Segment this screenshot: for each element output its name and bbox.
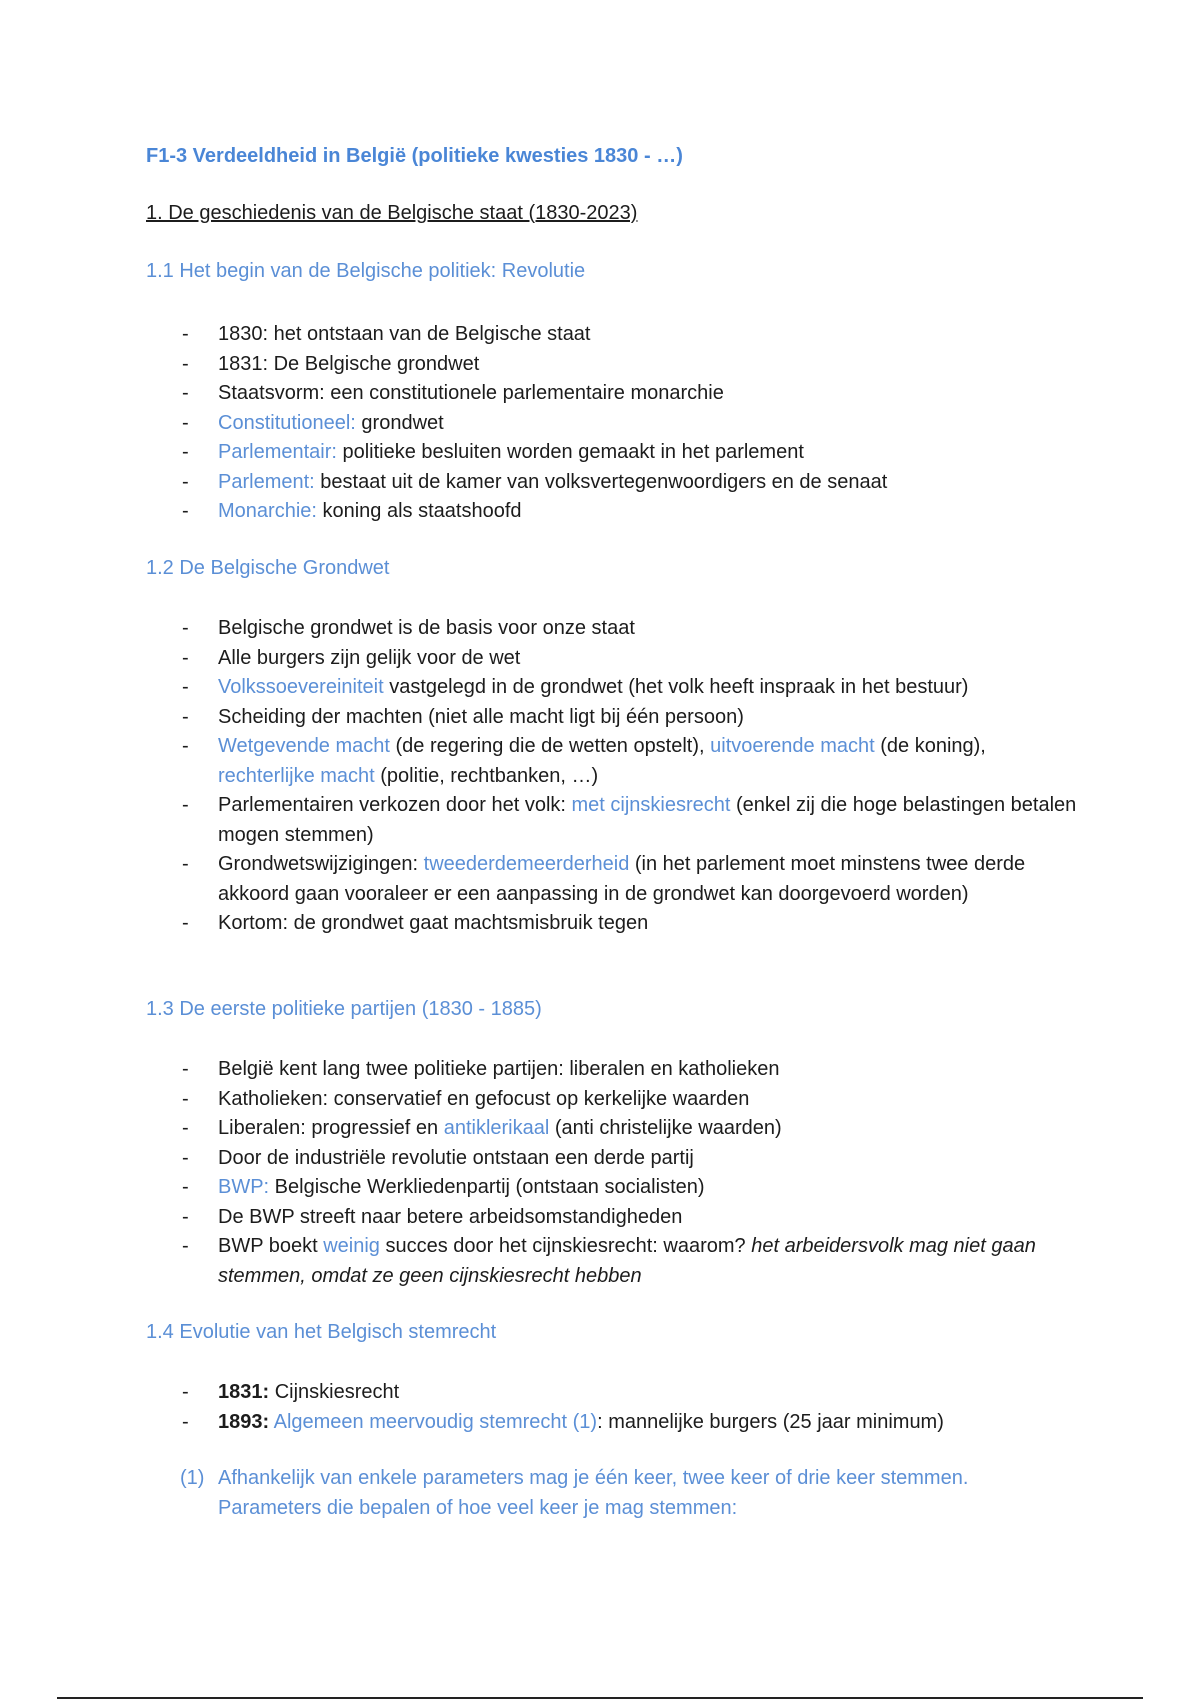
list-item: - Monarchie: koning als staatshoofd <box>182 500 522 522</box>
list-item: - Kortom: de grondwet gaat machtsmisbruik tegen <box>182 912 649 934</box>
list-item: - 1831: De Belgische grondwet <box>182 352 480 375</box>
list-item: - Parlementairen verkozen door het volk: met cijnskiesrecht (enkel zij die hoge belastingen betalen mogen stemmen) <box>182 794 1077 846</box>
page-divider <box>57 1697 1143 1699</box>
list-item: - BWP boekt weinig succes door het cijnskiesrecht: waarom? het arbeidersvolk mag niet gaan stemmen, omdat ze geen cijnskiesrecht hebben <box>182 1235 1036 1287</box>
list-item: - 1830: het ontstaan van de Belgische staat <box>182 323 591 345</box>
list-item: - Belgische grondwet is de basis voor onze staat <box>182 617 635 639</box>
list-1-4 <box>146 1378 1086 1437</box>
list-item: - Staatsvorm: een constitutionele parlementaire monarchie <box>182 382 724 404</box>
list-item: - Katholieken: conservatief en gefocust op kerkelijke waarden <box>182 1087 750 1110</box>
list-1-3 <box>146 1055 1086 1291</box>
list-item: - De BWP streeft naar betere arbeidsomstandigheden <box>182 1205 683 1228</box>
list-item: - Volkssoevereiniteit vastgelegd in de grondwet (het volk heeft inspraak in het bestuur) <box>182 676 969 698</box>
list-item: - Grondwetswijzigingen: tweederdemeerderheid (in het parlement moet minstens twee derde akkoord gaan vooraleer er een aanpassing in de grondwet kan doorgevoerd worden) <box>182 853 1026 905</box>
list-1-1 <box>146 320 1086 527</box>
list-item: - 1831: Cijnskiesrecht <box>182 1381 400 1403</box>
document-title: F1-3 Verdeeldheid in België (politieke kwesties 1830 - …) <box>146 145 683 167</box>
footnote <box>180 1464 998 1523</box>
list-item: - Wetgevende macht (de regering die de wetten opstelt), uitvoerende macht (de koning), rechterlijke macht (politie, rechtbanken, …) <box>182 735 986 787</box>
list-item: - Parlementair: politieke besluiten worden gemaakt in het parlement <box>182 441 804 463</box>
list-item: - Scheiding der machten (niet alle macht ligt bij één persoon) <box>182 705 744 728</box>
list-item: - Alle burgers zijn gelijk voor de wet <box>182 646 521 669</box>
subheading-1-2: 1.2 De Belgische Grondwet <box>146 557 390 579</box>
list-item: - Liberalen: progressief en antiklerikaal (anti christelijke waarden) <box>182 1117 782 1139</box>
footnote-number: (1) <box>180 1467 205 1489</box>
list-item: - Door de industriële revolutie ontstaan een derde partij <box>182 1146 694 1169</box>
list-item: - 1893: Algemeen meervoudig stemrecht (1): mannelijke burgers (25 jaar minimum) <box>182 1410 944 1433</box>
footnote-text: Afhankelijk van enkele parameters mag je één keer, twee keer of drie keer stemmen. Parameters die bepalen of hoe veel keer je mag stemmen: <box>218 1467 969 1519</box>
list-item: - Parlement: bestaat uit de kamer van volksvertegenwoordigers en de senaat <box>182 470 888 493</box>
list-1-2 <box>146 614 1086 939</box>
section-title: 1. De geschiedenis van de Belgische staat (1830-2023) <box>146 202 638 224</box>
list-item: - Constitutioneel: grondwet <box>182 411 444 434</box>
list-item: - België kent lang twee politieke partijen: liberalen en katholieken <box>182 1058 780 1080</box>
list-item: - BWP: Belgische Werkliedenpartij (ontstaan socialisten) <box>182 1176 705 1198</box>
subheading-1-1: 1.1 Het begin van de Belgische politiek: Revolutie <box>146 260 586 282</box>
subheading-1-3: 1.3 De eerste politieke partijen (1830 - 1885) <box>146 998 542 1020</box>
subheading-1-4: 1.4 Evolutie van het Belgisch stemrecht <box>146 1321 497 1343</box>
